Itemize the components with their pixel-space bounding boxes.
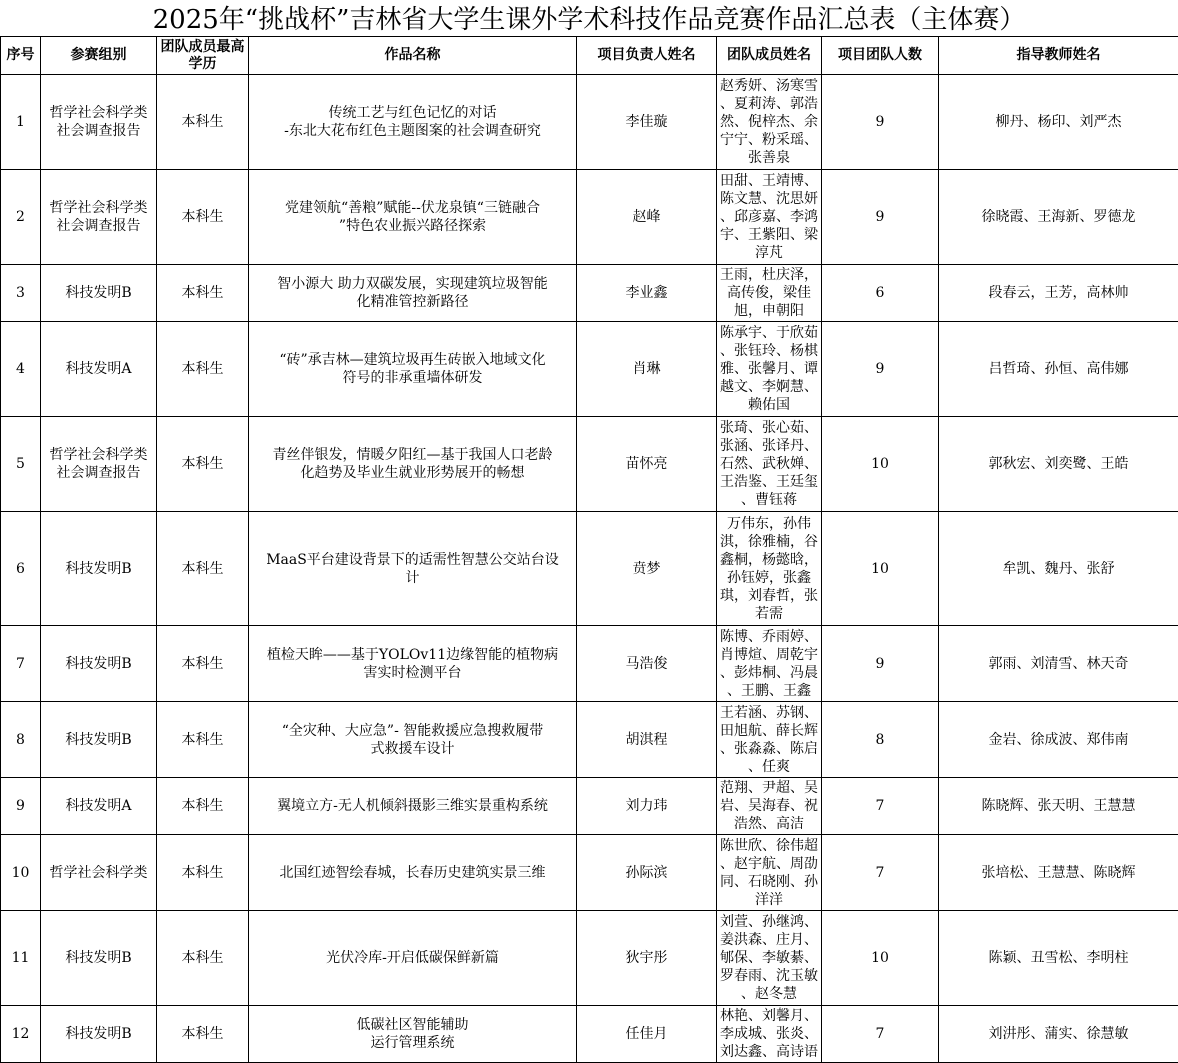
cell-no — [1, 75, 41, 170]
cell-leader-text: 孙际滨 — [625, 864, 668, 881]
header-members: 团队成员姓名 — [717, 37, 822, 75]
cell-group-text: 科技发明B — [65, 950, 132, 966]
table-row — [1, 626, 1178, 702]
cell-edu-text: 本科生 — [181, 798, 224, 814]
cell-edu — [157, 512, 249, 626]
cell-leader-text: 任佳月 — [625, 1026, 668, 1042]
cell-work-text: 低碳社区智能辅助 运行管理系统 — [356, 1017, 469, 1051]
cell-count-text: 7 — [875, 798, 885, 814]
cell-edu — [157, 322, 249, 417]
cell-group — [41, 322, 157, 417]
cell-advisors — [939, 265, 1178, 322]
cell-group — [41, 778, 157, 835]
cell-leader-text: 马浩俊 — [625, 655, 668, 672]
cell-work — [249, 702, 577, 778]
cell-leader-text: 狄宇彤 — [625, 950, 668, 966]
cell-members — [717, 512, 822, 626]
cell-work-text: 北国红迹智绘春城，长春历史建筑实景三维 — [279, 864, 546, 881]
cell-members-text: 张琦、张心茹、 张涵、张译丹、 石然、武秋婵、 王浩鉴、王廷玺 、曹钰蒋 — [720, 420, 818, 508]
cell-leader-text: 赵峰 — [632, 209, 661, 225]
table-row — [1, 322, 1178, 417]
cell-advisors — [939, 417, 1178, 512]
cell-members — [717, 265, 822, 322]
cell-work-text: 光伏冷库-开启低碳保鲜新篇 — [326, 950, 499, 966]
cell-count — [822, 626, 939, 702]
cell-edu-text: 本科生 — [181, 114, 224, 130]
cell-members-text: 田甜、王靖博、 陈文慧、沈思妍 、邱彦嘉、李鸿 宇、王紫阳、梁 淳芃 — [720, 173, 818, 261]
cell-count — [822, 1006, 939, 1063]
cell-work — [249, 265, 577, 322]
cell-leader-text: 肖琳 — [632, 361, 661, 377]
cell-work — [249, 911, 577, 1006]
cell-edu — [157, 170, 249, 265]
cell-group-text: 科技发明B — [65, 655, 132, 672]
cell-no-text: 2 — [16, 209, 25, 225]
table-row — [1, 75, 1178, 170]
cell-count-text: 9 — [875, 114, 885, 130]
cell-no-text: 4 — [16, 361, 25, 377]
cell-members-text: 赵秀妍、汤寒雪 、夏莉涛、郭浩 然、倪梓杰、余 宁宁、粉采瑶、 张善泉 — [720, 78, 818, 166]
cell-no-text: 1 — [16, 114, 25, 130]
cell-no-text: 12 — [11, 1026, 30, 1042]
cell-leader — [577, 778, 717, 835]
cell-leader-text: 苗怀亮 — [625, 456, 668, 472]
cell-leader — [577, 265, 717, 322]
cell-advisors-text: 柳丹、杨印、刘严杰 — [995, 114, 1122, 130]
cell-count — [822, 170, 939, 265]
header-count: 项目团队人数 — [822, 37, 939, 75]
cell-group-text: 哲学社会科学类 社会调查报告 — [49, 105, 148, 139]
cell-advisors-text: 吕哲琦、孙恒、高伟娜 — [988, 361, 1129, 377]
cell-group — [41, 265, 157, 322]
cell-group — [41, 75, 157, 170]
cell-members — [717, 1006, 822, 1063]
cell-leader — [577, 911, 717, 1006]
cell-no-text: 9 — [16, 798, 25, 814]
cell-group-text: 科技发明B — [65, 560, 132, 577]
cell-advisors-text: 陈颖、丑雪松、李明柱 — [988, 950, 1129, 966]
cell-group — [41, 170, 157, 265]
cell-no-text: 5 — [16, 456, 25, 472]
cell-members — [717, 170, 822, 265]
cell-edu — [157, 265, 249, 322]
cell-work-text: 传统工艺与红色记忆的对话 -东北大花布红色主题图案的社会调查研究 — [284, 105, 541, 139]
cell-leader-text: 李业鑫 — [625, 285, 668, 301]
cell-leader — [577, 512, 717, 626]
cell-group-text: 科技发明A — [65, 361, 132, 377]
cell-no — [1, 1006, 41, 1063]
cell-members — [717, 911, 822, 1006]
cell-edu-text: 本科生 — [181, 655, 224, 672]
cell-leader-text: 刘力玮 — [625, 798, 668, 814]
cell-no-text: 7 — [16, 655, 25, 672]
cell-count-text: 6 — [875, 285, 885, 301]
header-advisors: 指导教师姓名 — [939, 37, 1178, 75]
cell-advisors-text: 徐晓霞、王海新、罗德龙 — [981, 209, 1136, 225]
cell-members — [717, 322, 822, 417]
cell-leader — [577, 170, 717, 265]
cell-group-text: 哲学社会科学类 社会调查报告 — [49, 200, 148, 234]
cell-advisors-text: 牟凯、魏丹、张舒 — [1002, 560, 1115, 577]
cell-work — [249, 170, 577, 265]
header-group: 参赛组别 — [41, 37, 157, 75]
table-body — [1, 75, 1178, 1063]
table-row — [1, 835, 1178, 911]
cell-members — [717, 835, 822, 911]
cell-work — [249, 322, 577, 417]
cell-count-text: 10 — [871, 560, 889, 577]
cell-advisors — [939, 778, 1178, 835]
cell-no-text: 11 — [11, 950, 30, 966]
cell-members-text: 刘萱、孙继鸿、 姜洪森、庄月、 郇保、李敏綦、 罗春雨、沈玉敏 、赵冬慧 — [720, 914, 818, 1002]
cell-work — [249, 512, 577, 626]
cell-members-text: 陈博、乔雨婷、 肖博煊、周乾宇 、彭炜桐、冯晨 、王鹏、王鑫 — [720, 628, 818, 699]
cell-advisors-text: 郭秋宏、刘奕鹭、王皓 — [988, 456, 1129, 472]
cell-work-text: 翼境立方-无人机倾斜摄影三维实景重构系统 — [277, 798, 548, 814]
cell-count-text: 9 — [875, 361, 885, 377]
cell-count-text: 8 — [875, 731, 885, 748]
cell-group-text: 科技发明B — [65, 285, 132, 301]
cell-edu-text: 本科生 — [181, 1026, 224, 1042]
cell-edu-text: 本科生 — [181, 361, 224, 377]
cell-count-text: 7 — [875, 864, 885, 881]
cell-edu — [157, 778, 249, 835]
cell-work — [249, 778, 577, 835]
cell-members — [717, 75, 822, 170]
cell-group — [41, 417, 157, 512]
cell-work-text: “全灾种、大应急”- 智能救援应急搜救履带 式救援车设计 — [281, 722, 544, 757]
cell-advisors-text: 金岩、徐成波、郑伟南 — [988, 731, 1129, 748]
table-row — [1, 170, 1178, 265]
cell-edu — [157, 1006, 249, 1063]
cell-group — [41, 512, 157, 626]
cell-work — [249, 417, 577, 512]
cell-advisors-text: 张培松、王慧慧、陈晓辉 — [981, 864, 1136, 881]
table-row — [1, 265, 1178, 322]
cell-leader — [577, 417, 717, 512]
cell-no — [1, 417, 41, 512]
cell-count-text: 10 — [871, 456, 889, 472]
cell-members — [717, 626, 822, 702]
cell-count — [822, 702, 939, 778]
table-row — [1, 1006, 1178, 1063]
cell-group-text: 哲学社会科学类 社会调查报告 — [49, 447, 148, 481]
cell-advisors — [939, 626, 1178, 702]
cell-no — [1, 835, 41, 911]
cell-edu-text: 本科生 — [181, 285, 224, 301]
cell-count — [822, 265, 939, 322]
cell-members — [717, 778, 822, 835]
cell-leader-text: 李佳璇 — [625, 114, 668, 130]
table-row — [1, 778, 1178, 835]
cell-advisors — [939, 1006, 1178, 1063]
cell-no — [1, 626, 41, 702]
table-row — [1, 911, 1178, 1006]
table-row — [1, 417, 1178, 512]
table-row — [1, 702, 1178, 778]
cell-no — [1, 322, 41, 417]
cell-advisors-text: 段春云，王芳，高林帅 — [988, 285, 1129, 301]
cell-members-text: 林艳、刘馨月、 李成城、张炎、 刘达鑫、高诗语 — [720, 1008, 818, 1060]
cell-no-text: 8 — [16, 731, 25, 748]
cell-group — [41, 1006, 157, 1063]
cell-members-text: 陈承宇、于欣茹 、张钰玲、杨棋 雅、张馨月、谭 越文、李婀慧、 赖佑国 — [720, 325, 818, 413]
cell-members-text: 陈世欣、徐伟超 、赵宇航、周劭 同、石晓刚、孙 洋洋 — [720, 837, 818, 908]
header-work: 作品名称 — [249, 37, 577, 75]
cell-count-text: 9 — [875, 209, 885, 225]
cell-count-text: 9 — [875, 655, 885, 672]
page-title: 2025年“挑战杯”吉林省大学生课外学术科技作品竞赛作品汇总表（主体赛） — [152, 5, 1026, 35]
cell-count — [822, 75, 939, 170]
cell-edu — [157, 626, 249, 702]
cell-advisors-text: 刘汫彤、蒲实、徐慧敏 — [988, 1026, 1129, 1042]
cell-edu — [157, 911, 249, 1006]
cell-count-text: 7 — [875, 1026, 885, 1042]
cell-edu-text: 本科生 — [181, 731, 224, 748]
cell-no — [1, 265, 41, 322]
cell-work-text: 青丝伴银发，情暖夕阳红—基于我国人口老龄 化趋势及毕业生就业形势展开的畅想 — [272, 447, 553, 481]
cell-count — [822, 322, 939, 417]
cell-leader-text: 胡淇程 — [625, 731, 668, 748]
cell-advisors — [939, 835, 1178, 911]
cell-work — [249, 835, 577, 911]
cell-group — [41, 835, 157, 911]
cell-no — [1, 702, 41, 778]
summary-table — [0, 36, 1178, 1063]
cell-leader — [577, 702, 717, 778]
cell-count — [822, 911, 939, 1006]
cell-group-text: 科技发明B — [65, 1026, 132, 1042]
cell-advisors-text: 郭雨、刘清雪、林天奇 — [988, 655, 1129, 672]
cell-members-text: 王若涵、苏钢、 田旭航、薛长辉 、张淼淼、陈启 、任爽 — [720, 704, 818, 775]
cell-work — [249, 626, 577, 702]
cell-advisors — [939, 702, 1178, 778]
header-no: 序号 — [1, 37, 41, 75]
cell-group-text: 哲学社会科学类 — [49, 864, 148, 881]
cell-no — [1, 911, 41, 1006]
cell-work-text: 植检天眸——基于YOLOv11边缘智能的植物病 害实时检测平台 — [266, 646, 559, 681]
cell-no-text: 10 — [11, 864, 30, 881]
cell-count — [822, 417, 939, 512]
cell-leader — [577, 322, 717, 417]
cell-group — [41, 626, 157, 702]
cell-advisors — [939, 322, 1178, 417]
cell-advisors — [939, 512, 1178, 626]
cell-edu — [157, 702, 249, 778]
cell-edu-text: 本科生 — [181, 209, 224, 225]
cell-edu — [157, 75, 249, 170]
cell-work-text: 党建领航“善粮”赋能--伏龙泉镇“三链融合 ”特色农业振兴路径探索 — [285, 200, 540, 234]
cell-group-text: 科技发明B — [65, 731, 132, 748]
header-edu: 团队成员最高学历 — [157, 37, 249, 75]
cell-work — [249, 75, 577, 170]
cell-members-text: 范翔、尹超、吴 岩、吴海春、祝 浩然、高洁 — [720, 780, 818, 832]
cell-edu — [157, 417, 249, 512]
cell-edu-text: 本科生 — [181, 456, 224, 472]
cell-count — [822, 778, 939, 835]
cell-group — [41, 702, 157, 778]
cell-no — [1, 512, 41, 626]
cell-work-text: MaaS平台建设背景下的适需性智慧公交站台设 计 — [266, 551, 559, 586]
cell-count — [822, 835, 939, 911]
table-row — [1, 512, 1178, 626]
header-leader: 项目负责人姓名 — [577, 37, 717, 75]
cell-work-text: “砖”承吉林—建筑垃圾再生砖嵌入地域文化 符号的非承重墙体研发 — [279, 352, 546, 386]
cell-members-text: 万伟东，孙伟 淇，徐雅楠，谷 鑫桐，杨懿晗， 孙钰婷，张鑫 琪，刘春哲，张 若需 — [720, 515, 818, 622]
cell-no-text: 6 — [16, 560, 25, 577]
header-row — [1, 37, 1178, 75]
cell-members-text: 王雨，杜庆泽， 高传俊，梁佳 旭，申朝阳 — [720, 267, 818, 319]
cell-no — [1, 170, 41, 265]
cell-leader — [577, 1006, 717, 1063]
cell-edu-text: 本科生 — [181, 864, 224, 881]
cell-leader — [577, 75, 717, 170]
cell-advisors — [939, 911, 1178, 1006]
cell-group — [41, 911, 157, 1006]
cell-count-text: 10 — [871, 950, 889, 966]
cell-count — [822, 512, 939, 626]
cell-no-text: 3 — [16, 285, 25, 301]
cell-advisors — [939, 170, 1178, 265]
cell-no — [1, 778, 41, 835]
cell-leader-text: 贲梦 — [632, 560, 661, 577]
cell-edu-text: 本科生 — [181, 560, 224, 577]
cell-leader — [577, 626, 717, 702]
cell-advisors — [939, 75, 1178, 170]
cell-advisors-text: 陈晓辉、张天明、王慧慧 — [981, 798, 1136, 814]
cell-members — [717, 417, 822, 512]
cell-group-text: 科技发明A — [65, 798, 132, 814]
cell-work — [249, 1006, 577, 1063]
cell-edu-text: 本科生 — [181, 950, 224, 966]
cell-members — [717, 702, 822, 778]
cell-edu — [157, 835, 249, 911]
cell-work-text: 智小源大 助力双碳发展，实现建筑垃圾智能 化精准管控新路径 — [277, 276, 548, 310]
cell-leader — [577, 835, 717, 911]
